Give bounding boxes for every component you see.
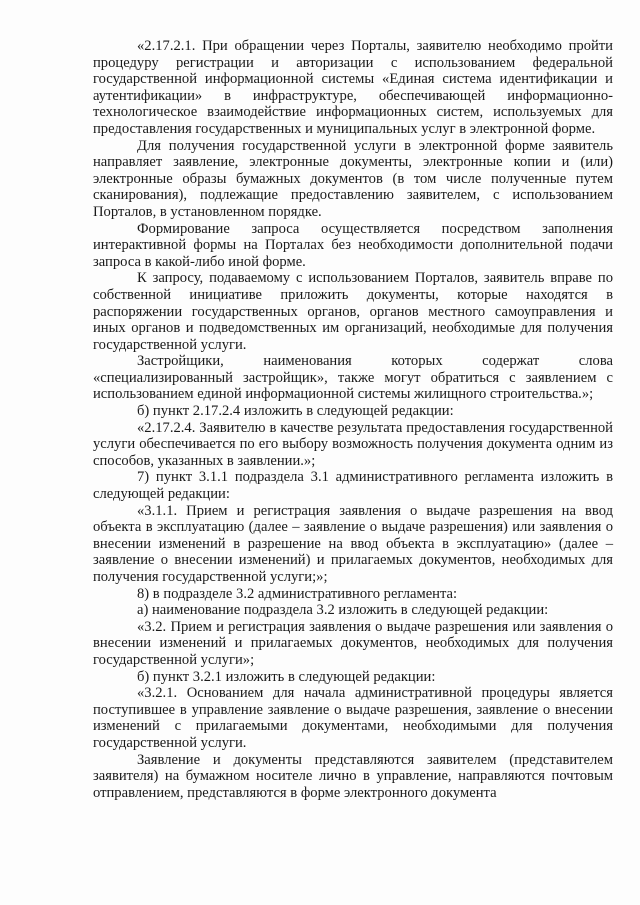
paragraph-2-17-2-4: «2.17.2.4. Заявителю в качестве результата предоставления государственной услуги обеспечивается по его выбору возможность получения документа одним из способов, указанных в заявлении.»; xyxy=(93,419,613,469)
paragraph-item-a: а) наименование подраздела 3.2 изложить в следующей редакции: xyxy=(137,602,549,619)
paragraph-3-2: «3.2. Прием и регистрация заявления о выдаче разрешения или заявления о внесении изменений и прилагаемых документов, необходимых для получения государственной услуги»; xyxy=(93,618,613,668)
paragraph-submission: Заявление и документы представляются заявителем (представителем заявителя) на бумажном носителе лично в управление, направляются почтовым отправлением, представляются в форме электронного документа xyxy=(93,751,613,801)
paragraph-attachments: К запросу, подаваемому с использованием Порталов, заявитель вправе по собственной инициативе приложить документы, которые находятся в распоряжении государственных органов, органов местного самоуправления и иных органов и подведомственных им организаций, необходимые для получения государственной услуги. xyxy=(93,270,613,353)
paragraph-request-forming: Формирование запроса осуществляется посредством заполнения интерактивной формы на Порталах без необходимости дополнительной подачи запроса в какой-либо иной форме. xyxy=(93,220,613,270)
paragraph-electronic-form: Для получения государственной услуги в электронной форме заявитель направляет заявление, электронные документы, электронные копии и (или) электронные образы бумажных документов (в том числе полученные путем сканирования), подлежащие предоставлению заявителем, с использованием Порталов, в установленном порядке. xyxy=(93,137,613,220)
paragraph-2-17-2-1: «2.17.2.1. При обращении через Порталы, заявителю необходимо пройти процедуру регистрации и авторизации с использованием федеральной государственной информационной системы «Единая система идентификации и аутентификации» в инфраструктуре, обеспечивающей информационно-технологическое взаимодействие информационных систем, используемых для предоставления государственных и муниципальных услуг в электронной форме. xyxy=(93,38,613,137)
document-body xyxy=(93,38,613,801)
paragraph-item-b-3-2-1: б) пункт 3.2.1 изложить в следующей редакции: xyxy=(137,668,436,685)
paragraph-3-2-1: «3.2.1. Основанием для начала административной процедуры является поступившее в управление заявление о выдаче разрешения, заявление о внесении изменений с прилагаемыми документами, необходимыми для получения государственной услуги. xyxy=(93,685,613,751)
paragraph-developers: Застройщики, наименования которых содержат слова «специализированный застройщик», также могут обратиться с заявлением с использованием единой информационной системы жилищного строительства.»; xyxy=(93,353,613,403)
paragraph-item-7: 7) пункт 3.1.1 подраздела 3.1 административного регламента изложить в следующей редакции: xyxy=(93,469,613,503)
paragraph-item-b-2-17-2-4: б) пункт 2.17.2.4 изложить в следующей редакции: xyxy=(137,403,454,420)
paragraph-item-8: 8) в подразделе 3.2 административного регламента: xyxy=(137,585,458,602)
paragraph-3-1-1: «3.1.1. Прием и регистрация заявления о выдаче разрешения на ввод объекта в эксплуатацию (далее – заявление о выдаче разрешения) или заявления о внесении изменений в разрешение на ввод объекта в эксплуатацию» (далее – заявление о внесении изменений) и прилагаемых документов, необходимых для получения государственной услуги;»; xyxy=(93,502,613,585)
